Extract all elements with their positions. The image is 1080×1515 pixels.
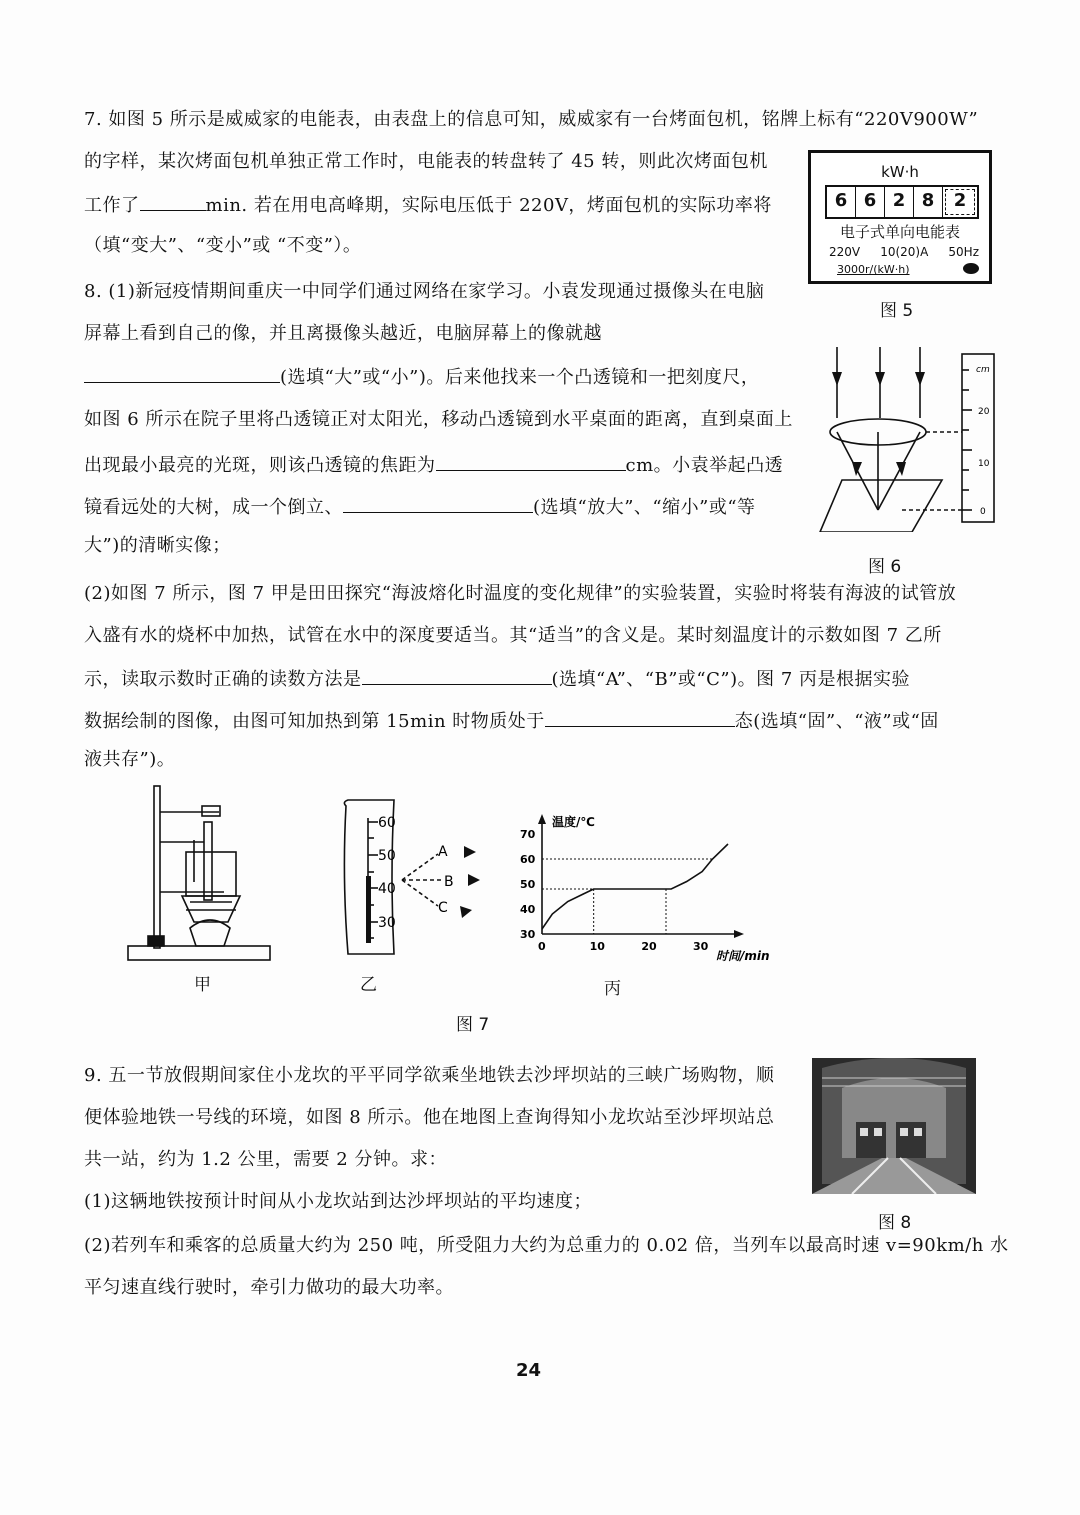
q9-line4: (1)这辆地铁按预计时间从小龙坎站到达沙坪坝站的平均速度； (84, 1191, 592, 1212)
fig8-caption: 图 8 (878, 1213, 912, 1233)
meter-digit-decimal: 2 (945, 189, 975, 215)
thermometer-figure (338, 798, 498, 958)
view-label-c: C (438, 900, 448, 916)
thermo-tick: 40 (378, 881, 396, 897)
fig5-caption: 图 5 (880, 301, 914, 321)
meter-digit: 6 (827, 187, 856, 217)
page-number: 24 (516, 1360, 542, 1381)
view-label-b: B (444, 874, 454, 890)
q8-answer-blank-1[interactable] (84, 364, 280, 383)
q8-line10-a: 示，读取示数时正确的读数方法是 (84, 669, 362, 690)
fig7-label-b: 乙 (360, 975, 377, 995)
q7-answer-blank-1[interactable] (140, 192, 206, 211)
q9-line3: 共一站，约为 1.2 公里，需要 2 分钟。求： (84, 1149, 447, 1170)
temperature-curve (542, 844, 728, 929)
q9-line2: 便体验地铁一号线的环境，如图 8 所示。他在地图上查询得知小龙坎站至沙坪坝站总 (84, 1107, 775, 1128)
view-label-a: A (438, 844, 448, 860)
q8-line10 (84, 666, 910, 692)
q8-line5-b: cm。小袁举起凸透 (625, 455, 784, 476)
y-tick-label: 50 (520, 878, 536, 891)
x-tick-label: 20 (641, 940, 657, 953)
q8-line10-b: (选填“A”、“B”或“C”)。图 7 丙是根据实验 (551, 669, 911, 690)
y-tick-label: 60 (520, 853, 536, 866)
y-tick-label: 30 (520, 928, 536, 941)
alcohol-lamp (190, 920, 230, 946)
q8-line5 (84, 452, 783, 478)
q8-line2: 屏幕上看到自己的像，并且离摄像头越近，电脑屏幕上的像就越 (84, 323, 602, 344)
q7-line3-b: min. 若在用电高峰期，实际电压低于 220V，烤面包机的实际功率将 (205, 195, 772, 216)
ruler-tick: 10 (978, 459, 990, 469)
eye-icon (464, 846, 476, 858)
x-tick-label: 30 (693, 940, 709, 953)
y-tick-label: 40 (520, 903, 536, 916)
meter-digit: 2 (885, 187, 914, 217)
thermo-tick: 50 (378, 848, 396, 864)
iron-stand (154, 786, 160, 948)
q8-line5-a: 出现最小最亮的光斑，则该凸透镜的焦距为 (84, 455, 436, 476)
q8-line6-b: (选填“放大”、“缩小”或“等 (533, 497, 756, 518)
q9-line1: 9. 五一节放假期间家住小龙坎的平平同学欲乘坐地铁去沙坪坝站的三峡广场购物，顺 (84, 1065, 775, 1086)
x-tick-label: 0 (538, 940, 546, 953)
q8-line6-a: 镜看远处的大树，成一个倒立、 (84, 497, 343, 518)
temperature-time-chart (508, 810, 778, 970)
q8-line11 (84, 708, 939, 734)
heating-apparatus-figure (124, 782, 274, 972)
ruler-tick: 0 (980, 507, 986, 517)
q8-line7: 大”)的清晰实像； (84, 535, 231, 556)
q8-line9: 入盛有水的烧杯中加热，试管在水中的深度要适当。其“适当”的含义是。某时刻温度计的示数如图 7 乙所 (84, 625, 942, 646)
thermo-tick: 60 (378, 815, 396, 831)
q9-line6: 平匀速直线行驶时，牵引力做功的最大功率。 (84, 1277, 454, 1298)
q8-answer-blank-5[interactable] (545, 708, 735, 727)
fig7-label-a: 甲 (194, 975, 211, 995)
q8-line12: 液共存”)。 (84, 749, 176, 770)
meter-specs (829, 245, 979, 259)
ruler (962, 354, 994, 522)
x-tick-label: 10 (589, 940, 605, 953)
ruler-tick: 20 (978, 407, 990, 417)
meter-digit: 8 (914, 187, 943, 217)
meter-current: 10(20)A (880, 245, 929, 259)
q7-line4: （填“变大”、“变小”或 “不变”）。 (84, 235, 362, 256)
y-axis-label: 温度/℃ (552, 815, 595, 829)
meter-frequency: 50Hz (948, 245, 979, 259)
q8-line4: 如图 6 所示在院子里将凸透镜正对太阳光，移动凸透镜到水平桌面的距离，直到桌面上 (84, 409, 793, 430)
y-tick-label: 70 (520, 828, 536, 841)
meter-indicator-icon (963, 263, 979, 274)
meter-rate: 3000r/(kW·h) (837, 263, 910, 276)
q9-line5: (2)若列车和乘客的总质量大约为 250 吨，所受阻力大约为总重力的 0.02 倍，当列车以最高时速 v=90km/h 水 (84, 1235, 1009, 1256)
q8-line11-a: 数据绘制的图像，由图可知加热到第 15min 时物质处于 (84, 711, 545, 732)
q8-line3 (84, 364, 759, 390)
test-tube (204, 822, 212, 900)
lens-ruler-figure (812, 342, 1002, 532)
meter-type: 电子式单向电能表 (839, 223, 960, 241)
eye-icon (468, 874, 480, 886)
q8-line8: (2)如图 7 所示，图 7 甲是田田探究“海波熔化时温度的变化规律”的实验装置，实验时将装有海波的试管放 (84, 583, 957, 604)
q8-line3-text: (选填“大”或“小”)。后来他找来一个凸透镜和一把刻度尺， (280, 367, 760, 388)
apparatus-base (128, 946, 270, 960)
q8-answer-blank-3[interactable] (343, 494, 533, 513)
x-axis-label: 时间/min (716, 949, 770, 963)
electric-meter-figure (808, 150, 992, 284)
meter-voltage: 220V (829, 245, 861, 259)
ruler-unit: cm (976, 365, 990, 375)
q8-line6 (84, 494, 756, 520)
subway-photo (812, 1058, 976, 1194)
q8-line1: 8. (1)新冠疫情期间重庆一中同学们通过网络在家学习。小袁发现通过摄像头在电脑 (84, 281, 765, 302)
q7-line1: 7. 如图 5 所示是威威家的电能表，由表盘上的信息可知，威威家有一台烤面包机，铭牌上标有“220V900W” (84, 109, 979, 130)
mercury-column (366, 876, 371, 943)
fig6-caption: 图 6 (868, 557, 902, 577)
fig7-caption: 图 7 (456, 1015, 490, 1035)
q7-line3-a: 工作了 (84, 195, 140, 216)
q7-line2: 的字样，某次烤面包机单独正常工作时，电能表的转盘转了 45 转，则此次烤面包机 (84, 151, 768, 172)
eye-icon (460, 906, 472, 918)
q7-line3 (84, 192, 772, 218)
q8-answer-blank-2[interactable] (436, 452, 626, 471)
meter-unit: kW·h (881, 163, 919, 181)
meter-digit: 6 (856, 187, 885, 217)
thermo-tick: 30 (378, 915, 396, 931)
fig7-label-c: 丙 (604, 979, 621, 999)
q8-answer-blank-4[interactable] (362, 666, 552, 685)
meter-digits (825, 185, 979, 219)
q8-line11-b: 态(选填“固”、“液”或“固 (734, 711, 939, 732)
